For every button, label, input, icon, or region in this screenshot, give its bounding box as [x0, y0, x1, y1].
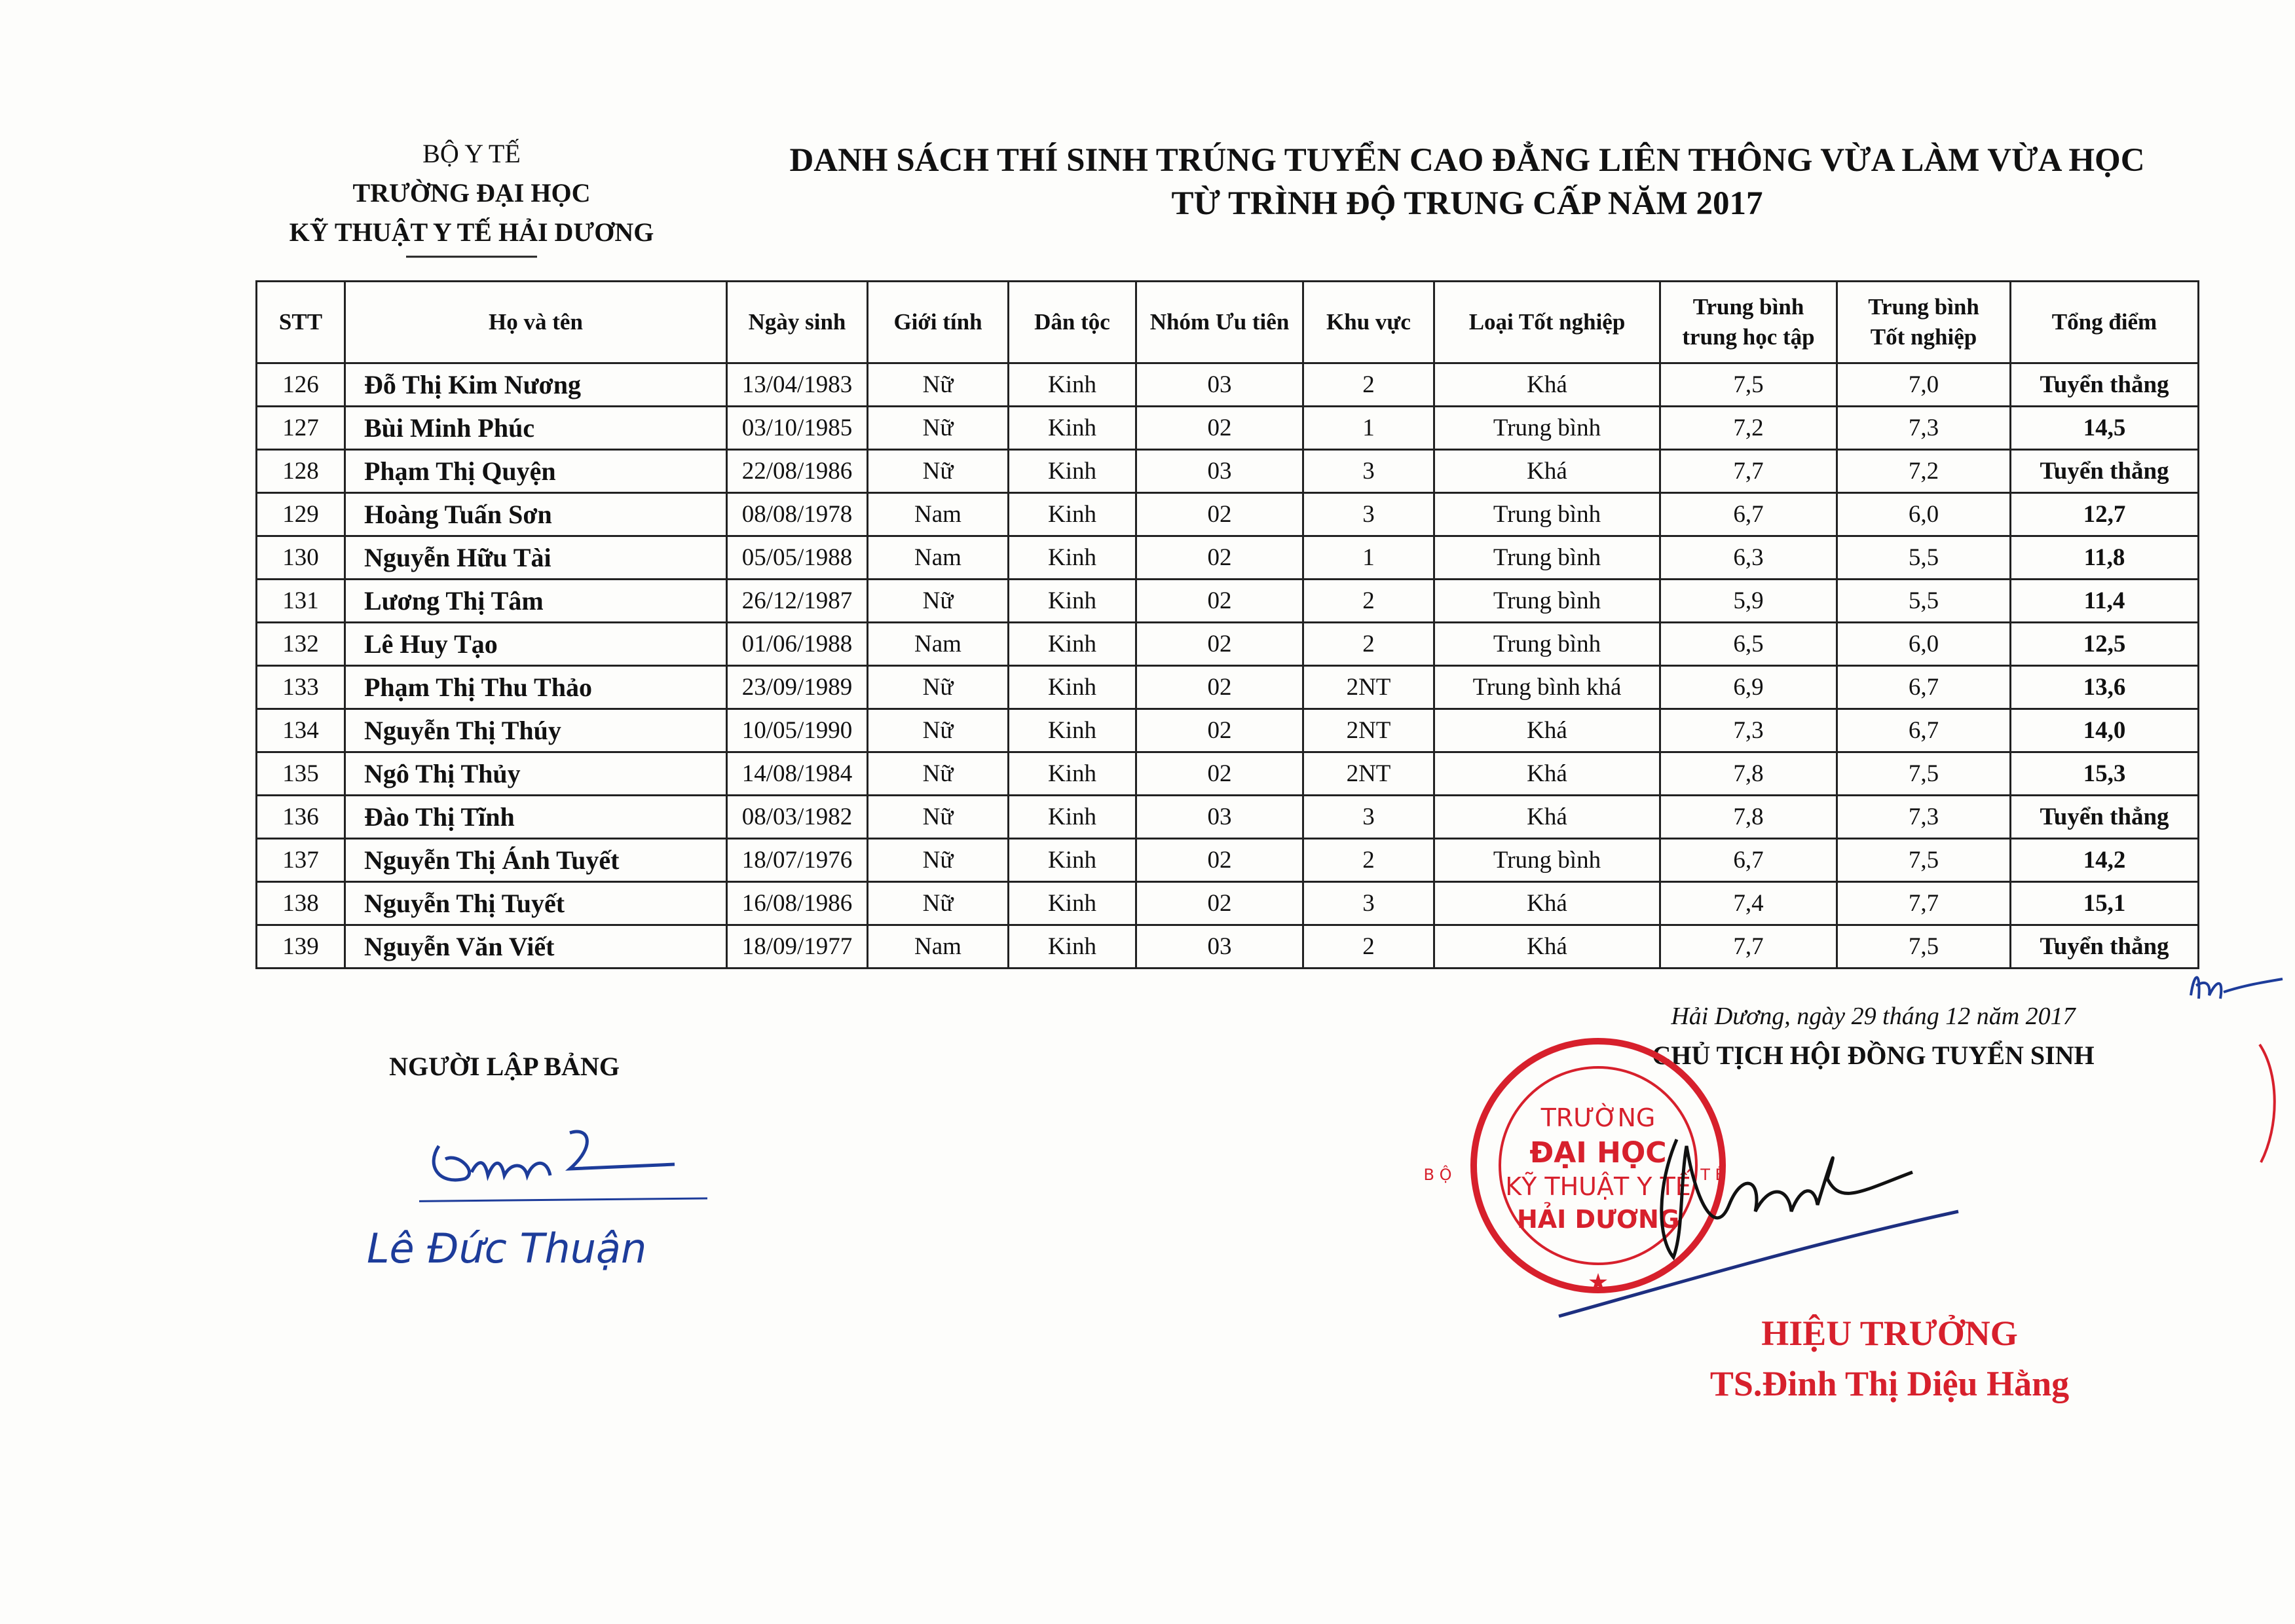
- cell-stt: 127: [257, 407, 345, 450]
- col-dob: Ngày sinh: [727, 282, 868, 363]
- cell-avg-grad: 7,3: [1837, 796, 2011, 839]
- cell-dob: 08/03/1982: [727, 796, 868, 839]
- preparer-signature: [419, 1107, 707, 1211]
- cell-total: Tuyển thẳng: [2011, 925, 2199, 969]
- cell-avg-grad: 6,0: [1837, 493, 2011, 536]
- cell-name: Ngô Thị Thủy: [345, 752, 727, 796]
- cell-region: 2NT: [1303, 752, 1434, 796]
- cell-region: 2NT: [1303, 709, 1434, 752]
- cell-gender: Nữ: [868, 450, 1009, 493]
- cell-region: 3: [1303, 796, 1434, 839]
- seal-left-text: B Ộ: [1423, 1166, 1452, 1184]
- cell-total: 15,1: [2011, 882, 2199, 925]
- ministry-name: BỘ Y TẾ: [422, 139, 521, 168]
- cell-gender: Nam: [868, 493, 1009, 536]
- cell-gender: Nữ: [868, 839, 1009, 882]
- cell-stt: 126: [257, 363, 345, 407]
- cell-gender: Nữ: [868, 709, 1009, 752]
- cell-name: Hoàng Tuấn Sơn: [345, 493, 727, 536]
- title-line2: TỪ TRÌNH ĐỘ TRUNG CẤP NĂM 2017: [1171, 185, 1763, 222]
- issuing-agency: [249, 134, 694, 252]
- cell-gender: Nam: [868, 536, 1009, 580]
- col-avg-grad-line1: Trung bình: [1868, 294, 1979, 320]
- school-name-line2: KỸ THUẬT Y TẾ HẢI DƯƠNG: [289, 217, 654, 247]
- cell-total: 11,4: [2011, 580, 2199, 623]
- cell-name: Nguyễn Thị Thúy: [345, 709, 727, 752]
- cell-grade: Khá: [1434, 752, 1660, 796]
- table-row: [257, 623, 2199, 666]
- cell-stt: 129: [257, 493, 345, 536]
- cell-total: 12,5: [2011, 623, 2199, 666]
- cell-ethnicity: Kinh: [1009, 407, 1136, 450]
- cell-priority: 02: [1136, 709, 1303, 752]
- cell-avg-grad: 6,7: [1837, 666, 2011, 709]
- cell-name: Nguyễn Thị Tuyết: [345, 882, 727, 925]
- col-grade: Loại Tốt nghiệp: [1434, 282, 1660, 363]
- principal-name: TS.Đinh Thị Diệu Hằng: [1709, 1364, 2070, 1403]
- cell-dob: 22/08/1986: [727, 450, 868, 493]
- cell-stt: 132: [257, 623, 345, 666]
- cell-region: 1: [1303, 407, 1434, 450]
- table-row: [257, 796, 2199, 839]
- cell-stt: 135: [257, 752, 345, 796]
- cell-stt: 133: [257, 666, 345, 709]
- cell-gender: Nữ: [868, 407, 1009, 450]
- cell-dob: 26/12/1987: [727, 580, 868, 623]
- cell-ethnicity: Kinh: [1009, 709, 1136, 752]
- cell-gender: Nam: [868, 925, 1009, 969]
- col-avg-grad-line2: Tốt nghiệp: [1870, 324, 1977, 350]
- cell-dob: 10/05/1990: [727, 709, 868, 752]
- cell-priority: 02: [1136, 752, 1303, 796]
- cell-priority: 02: [1136, 493, 1303, 536]
- cell-name: Phạm Thị Quyện: [345, 450, 727, 493]
- table-header-row: [257, 282, 2199, 363]
- cell-total: Tuyển thẳng: [2011, 363, 2199, 407]
- col-avg-study-line1: Trung bình: [1692, 294, 1804, 320]
- cell-grade: Trung bình: [1434, 839, 1660, 882]
- cell-name: Nguyễn Thị Ánh Tuyết: [345, 839, 727, 882]
- cell-priority: 03: [1136, 796, 1303, 839]
- cell-name: Đỗ Thị Kim Nương: [345, 363, 727, 407]
- seal-right-text: T Ế: [1700, 1166, 1725, 1184]
- cell-name: Đào Thị Tĩnh: [345, 796, 727, 839]
- cell-ethnicity: Kinh: [1009, 623, 1136, 666]
- cell-avg-grad: 7,2: [1837, 450, 2011, 493]
- table-row: [257, 407, 2199, 450]
- cell-avg-study: 7,8: [1660, 796, 1837, 839]
- cell-avg-grad: 7,5: [1837, 839, 2011, 882]
- cell-grade: Khá: [1434, 363, 1660, 407]
- cell-gender: Nữ: [868, 796, 1009, 839]
- cell-avg-study: 6,3: [1660, 536, 1837, 580]
- cell-grade: Khá: [1434, 796, 1660, 839]
- school-name-line1: TRƯỜNG ĐẠI HỌC: [352, 178, 591, 208]
- cell-avg-grad: 7,5: [1837, 752, 2011, 796]
- cell-total: 14,0: [2011, 709, 2199, 752]
- cell-region: 2: [1303, 580, 1434, 623]
- table-row: [257, 493, 2199, 536]
- cell-grade: Trung bình: [1434, 493, 1660, 536]
- principal-title: HIỆU TRƯỞNG: [1761, 1314, 2018, 1353]
- cell-dob: 01/06/1988: [727, 623, 868, 666]
- admission-table: [255, 280, 2199, 969]
- cell-priority: 02: [1136, 839, 1303, 882]
- col-name: Họ và tên: [345, 282, 727, 363]
- table-row: [257, 536, 2199, 580]
- cell-avg-study: 7,2: [1660, 407, 1837, 450]
- cell-region: 2: [1303, 623, 1434, 666]
- place-date: Hải Dương, ngày 29 tháng 12 năm 2017: [1671, 1003, 2076, 1030]
- col-total: Tổng điểm: [2011, 282, 2199, 363]
- cell-ethnicity: Kinh: [1009, 493, 1136, 536]
- cell-ethnicity: Kinh: [1009, 796, 1136, 839]
- cell-ethnicity: Kinh: [1009, 925, 1136, 969]
- cell-dob: 14/08/1984: [727, 752, 868, 796]
- cell-region: 3: [1303, 493, 1434, 536]
- cell-avg-study: 7,7: [1660, 925, 1837, 969]
- cell-dob: 05/05/1988: [727, 536, 868, 580]
- cell-gender: Nữ: [868, 882, 1009, 925]
- cell-priority: 03: [1136, 363, 1303, 407]
- cell-stt: 128: [257, 450, 345, 493]
- initials-signature: [2184, 959, 2289, 1018]
- cell-name: Bùi Minh Phúc: [345, 407, 727, 450]
- cell-avg-study: 6,5: [1660, 623, 1837, 666]
- col-stt: STT: [257, 282, 345, 363]
- cell-priority: 02: [1136, 882, 1303, 925]
- table-row: [257, 752, 2199, 796]
- cell-stt: 138: [257, 882, 345, 925]
- cell-ethnicity: Kinh: [1009, 839, 1136, 882]
- cell-grade: Trung bình: [1434, 580, 1660, 623]
- seal-line3: KỸ THUẬT Y TẾ: [1505, 1172, 1691, 1201]
- seal-line1: TRƯỜNG: [1540, 1103, 1656, 1132]
- preparer-title: NGƯỜI LẬP BẢNG: [389, 1052, 620, 1081]
- cell-region: 1: [1303, 536, 1434, 580]
- cell-priority: 03: [1136, 925, 1303, 969]
- cell-priority: 02: [1136, 580, 1303, 623]
- cell-avg-study: 7,3: [1660, 709, 1837, 752]
- cell-total: 12,7: [2011, 493, 2199, 536]
- cell-ethnicity: Kinh: [1009, 580, 1136, 623]
- cell-ethnicity: Kinh: [1009, 450, 1136, 493]
- table-body: [257, 363, 2199, 969]
- cell-avg-study: 7,8: [1660, 752, 1837, 796]
- cell-region: 3: [1303, 450, 1434, 493]
- cell-dob: 18/07/1976: [727, 839, 868, 882]
- cell-total: 11,8: [2011, 536, 2199, 580]
- cell-grade: Khá: [1434, 882, 1660, 925]
- cell-gender: Nữ: [868, 363, 1009, 407]
- cell-avg-grad: 6,0: [1837, 623, 2011, 666]
- cell-grade: Trung bình khá: [1434, 666, 1660, 709]
- cell-avg-grad: 7,0: [1837, 363, 2011, 407]
- cell-name: Lương Thị Tâm: [345, 580, 727, 623]
- cell-priority: 02: [1136, 536, 1303, 580]
- cell-dob: 16/08/1986: [727, 882, 868, 925]
- cell-ethnicity: Kinh: [1009, 536, 1136, 580]
- cell-total: 14,5: [2011, 407, 2199, 450]
- cell-grade: Khá: [1434, 925, 1660, 969]
- cell-grade: Khá: [1434, 450, 1660, 493]
- council-chair-title: CHỦ TỊCH HỘI ĐỒNG TUYỂN SINH: [1652, 1041, 2095, 1070]
- cell-ethnicity: Kinh: [1009, 363, 1136, 407]
- cell-region: 2: [1303, 363, 1434, 407]
- cell-region: 2: [1303, 925, 1434, 969]
- cell-ethnicity: Kinh: [1009, 882, 1136, 925]
- cell-stt: 131: [257, 580, 345, 623]
- cell-gender: Nữ: [868, 580, 1009, 623]
- cell-total: 15,3: [2011, 752, 2199, 796]
- col-avg-study: [1660, 282, 1837, 363]
- table-row: [257, 580, 2199, 623]
- principal-signature: [1546, 1107, 1965, 1329]
- cell-dob: 18/09/1977: [727, 925, 868, 969]
- cell-avg-grad: 7,7: [1837, 882, 2011, 925]
- col-priority: Nhóm Ưu tiên: [1136, 282, 1303, 363]
- cell-total: 13,6: [2011, 666, 2199, 709]
- cell-avg-grad: 5,5: [1837, 536, 2011, 580]
- cell-stt: 130: [257, 536, 345, 580]
- cell-dob: 23/09/1989: [727, 666, 868, 709]
- cell-avg-study: 7,7: [1660, 450, 1837, 493]
- cell-name: Nguyễn Hữu Tài: [345, 536, 727, 580]
- table-row: [257, 925, 2199, 969]
- cell-dob: 08/08/1978: [727, 493, 868, 536]
- table-row: [257, 450, 2199, 493]
- table-row: [257, 709, 2199, 752]
- seal-line4: HẢI DƯƠNG: [1516, 1205, 1680, 1234]
- cell-stt: 136: [257, 796, 345, 839]
- title-line1: DANH SÁCH THÍ SINH TRÚNG TUYỂN CAO ĐẲNG LIÊN THÔNG VỪA LÀM VỪA HỌC: [789, 142, 2145, 179]
- cell-avg-study: 6,9: [1660, 666, 1837, 709]
- cell-priority: 03: [1136, 450, 1303, 493]
- cell-region: 2NT: [1303, 666, 1434, 709]
- cell-gender: Nữ: [868, 752, 1009, 796]
- cell-priority: 02: [1136, 623, 1303, 666]
- cell-avg-study: 7,4: [1660, 882, 1837, 925]
- cell-grade: Trung bình: [1434, 623, 1660, 666]
- cell-total: Tuyển thẳng: [2011, 450, 2199, 493]
- cell-ethnicity: Kinh: [1009, 752, 1136, 796]
- cell-region: 3: [1303, 882, 1434, 925]
- col-region: Khu vực: [1303, 282, 1434, 363]
- cell-priority: 02: [1136, 666, 1303, 709]
- cell-ethnicity: Kinh: [1009, 666, 1136, 709]
- svg-text:★: ★: [1587, 1269, 1609, 1296]
- document-title: [720, 139, 2214, 225]
- table-row: [257, 839, 2199, 882]
- cell-grade: Trung bình: [1434, 536, 1660, 580]
- cell-grade: Trung bình: [1434, 407, 1660, 450]
- cell-total: Tuyển thẳng: [2011, 796, 2199, 839]
- cell-avg-grad: 5,5: [1837, 580, 2011, 623]
- cell-gender: Nam: [868, 623, 1009, 666]
- col-ethnicity: Dân tộc: [1009, 282, 1136, 363]
- cell-dob: 03/10/1985: [727, 407, 868, 450]
- cell-avg-study: 6,7: [1660, 839, 1837, 882]
- cell-avg-study: 5,9: [1660, 580, 1837, 623]
- preparer-name-handwritten: Lê Đức Thuận: [367, 1225, 647, 1272]
- cell-priority: 02: [1136, 407, 1303, 450]
- cell-gender: Nữ: [868, 666, 1009, 709]
- cell-stt: 137: [257, 839, 345, 882]
- cell-stt: 139: [257, 925, 345, 969]
- col-avg-study-line2: trung học tập: [1682, 324, 1815, 350]
- cell-avg-grad: 7,5: [1837, 925, 2011, 969]
- cell-name: Lê Huy Tạo: [345, 623, 727, 666]
- cell-region: 2: [1303, 839, 1434, 882]
- cell-grade: Khá: [1434, 709, 1660, 752]
- cell-avg-grad: 7,3: [1837, 407, 2011, 450]
- cell-avg-study: 7,5: [1660, 363, 1837, 407]
- agency-underline: [406, 255, 537, 259]
- cell-avg-grad: 6,7: [1837, 709, 2011, 752]
- cell-total: 14,2: [2011, 839, 2199, 882]
- cell-name: Phạm Thị Thu Thảo: [345, 666, 727, 709]
- cell-dob: 13/04/1983: [727, 363, 868, 407]
- col-avg-grad: [1837, 282, 2011, 363]
- margin-mark: [2253, 1041, 2286, 1166]
- col-gender: Giới tính: [868, 282, 1009, 363]
- cell-name: Nguyễn Văn Viết: [345, 925, 727, 969]
- table-row: [257, 363, 2199, 407]
- cell-stt: 134: [257, 709, 345, 752]
- table-row: [257, 882, 2199, 925]
- table-row: [257, 666, 2199, 709]
- cell-avg-study: 6,7: [1660, 493, 1837, 536]
- seal-line2: ĐẠI HỌC: [1529, 1136, 1667, 1170]
